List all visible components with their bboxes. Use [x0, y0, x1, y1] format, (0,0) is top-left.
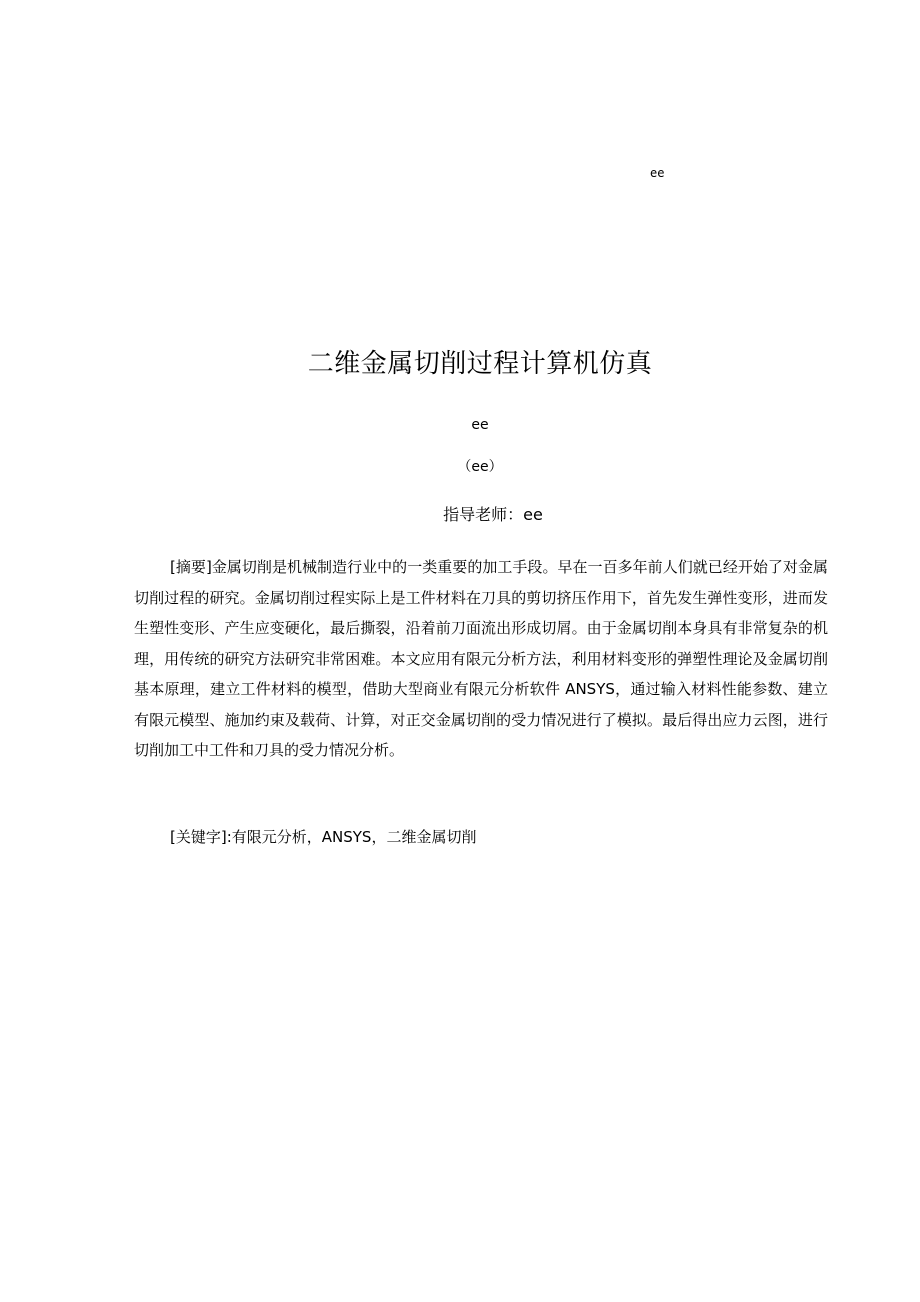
paper-title: 二维金属切削过程计算机仿真 [307, 349, 653, 379]
author-affiliation: （ee） [457, 459, 503, 475]
keywords-line: [关键字]:有限元分析，ANSYS，二维金属切削 [170, 828, 477, 846]
advisor-line: 指导老师：ee [443, 505, 543, 524]
author-name: ee [471, 417, 489, 433]
abstract-paragraph: [摘要]金属切削是机械制造行业中的一类重要的加工手段。早在一百多年前人们就已经开始了对金属切削过程的研究。金属切削过程实际上是工件材料在刀具的剪切挤压作用下，首先发生弹性变形，进而发生塑性变形、产生应变硬化，最后撕裂，沿着前刀面流出形成切屑。由于金属切削本身具有非常复杂的机理，用传统的研究方法研究非常困难。本文应用有限元分析方法，利用材料变形的弹塑性理论及金属切削基本原理，建立工件材料的模型，借助大型商业有限元分析软件 ANSYS，通过输入材料性能参数、建立有限元模型、施加约束及载荷、计算，对正交金属切削的受力情况进行了模拟。最后得出应力云图，进行切削加工中工件和刀具的受力情况分析。 [134, 558, 828, 759]
header-mark: ee [650, 166, 665, 180]
